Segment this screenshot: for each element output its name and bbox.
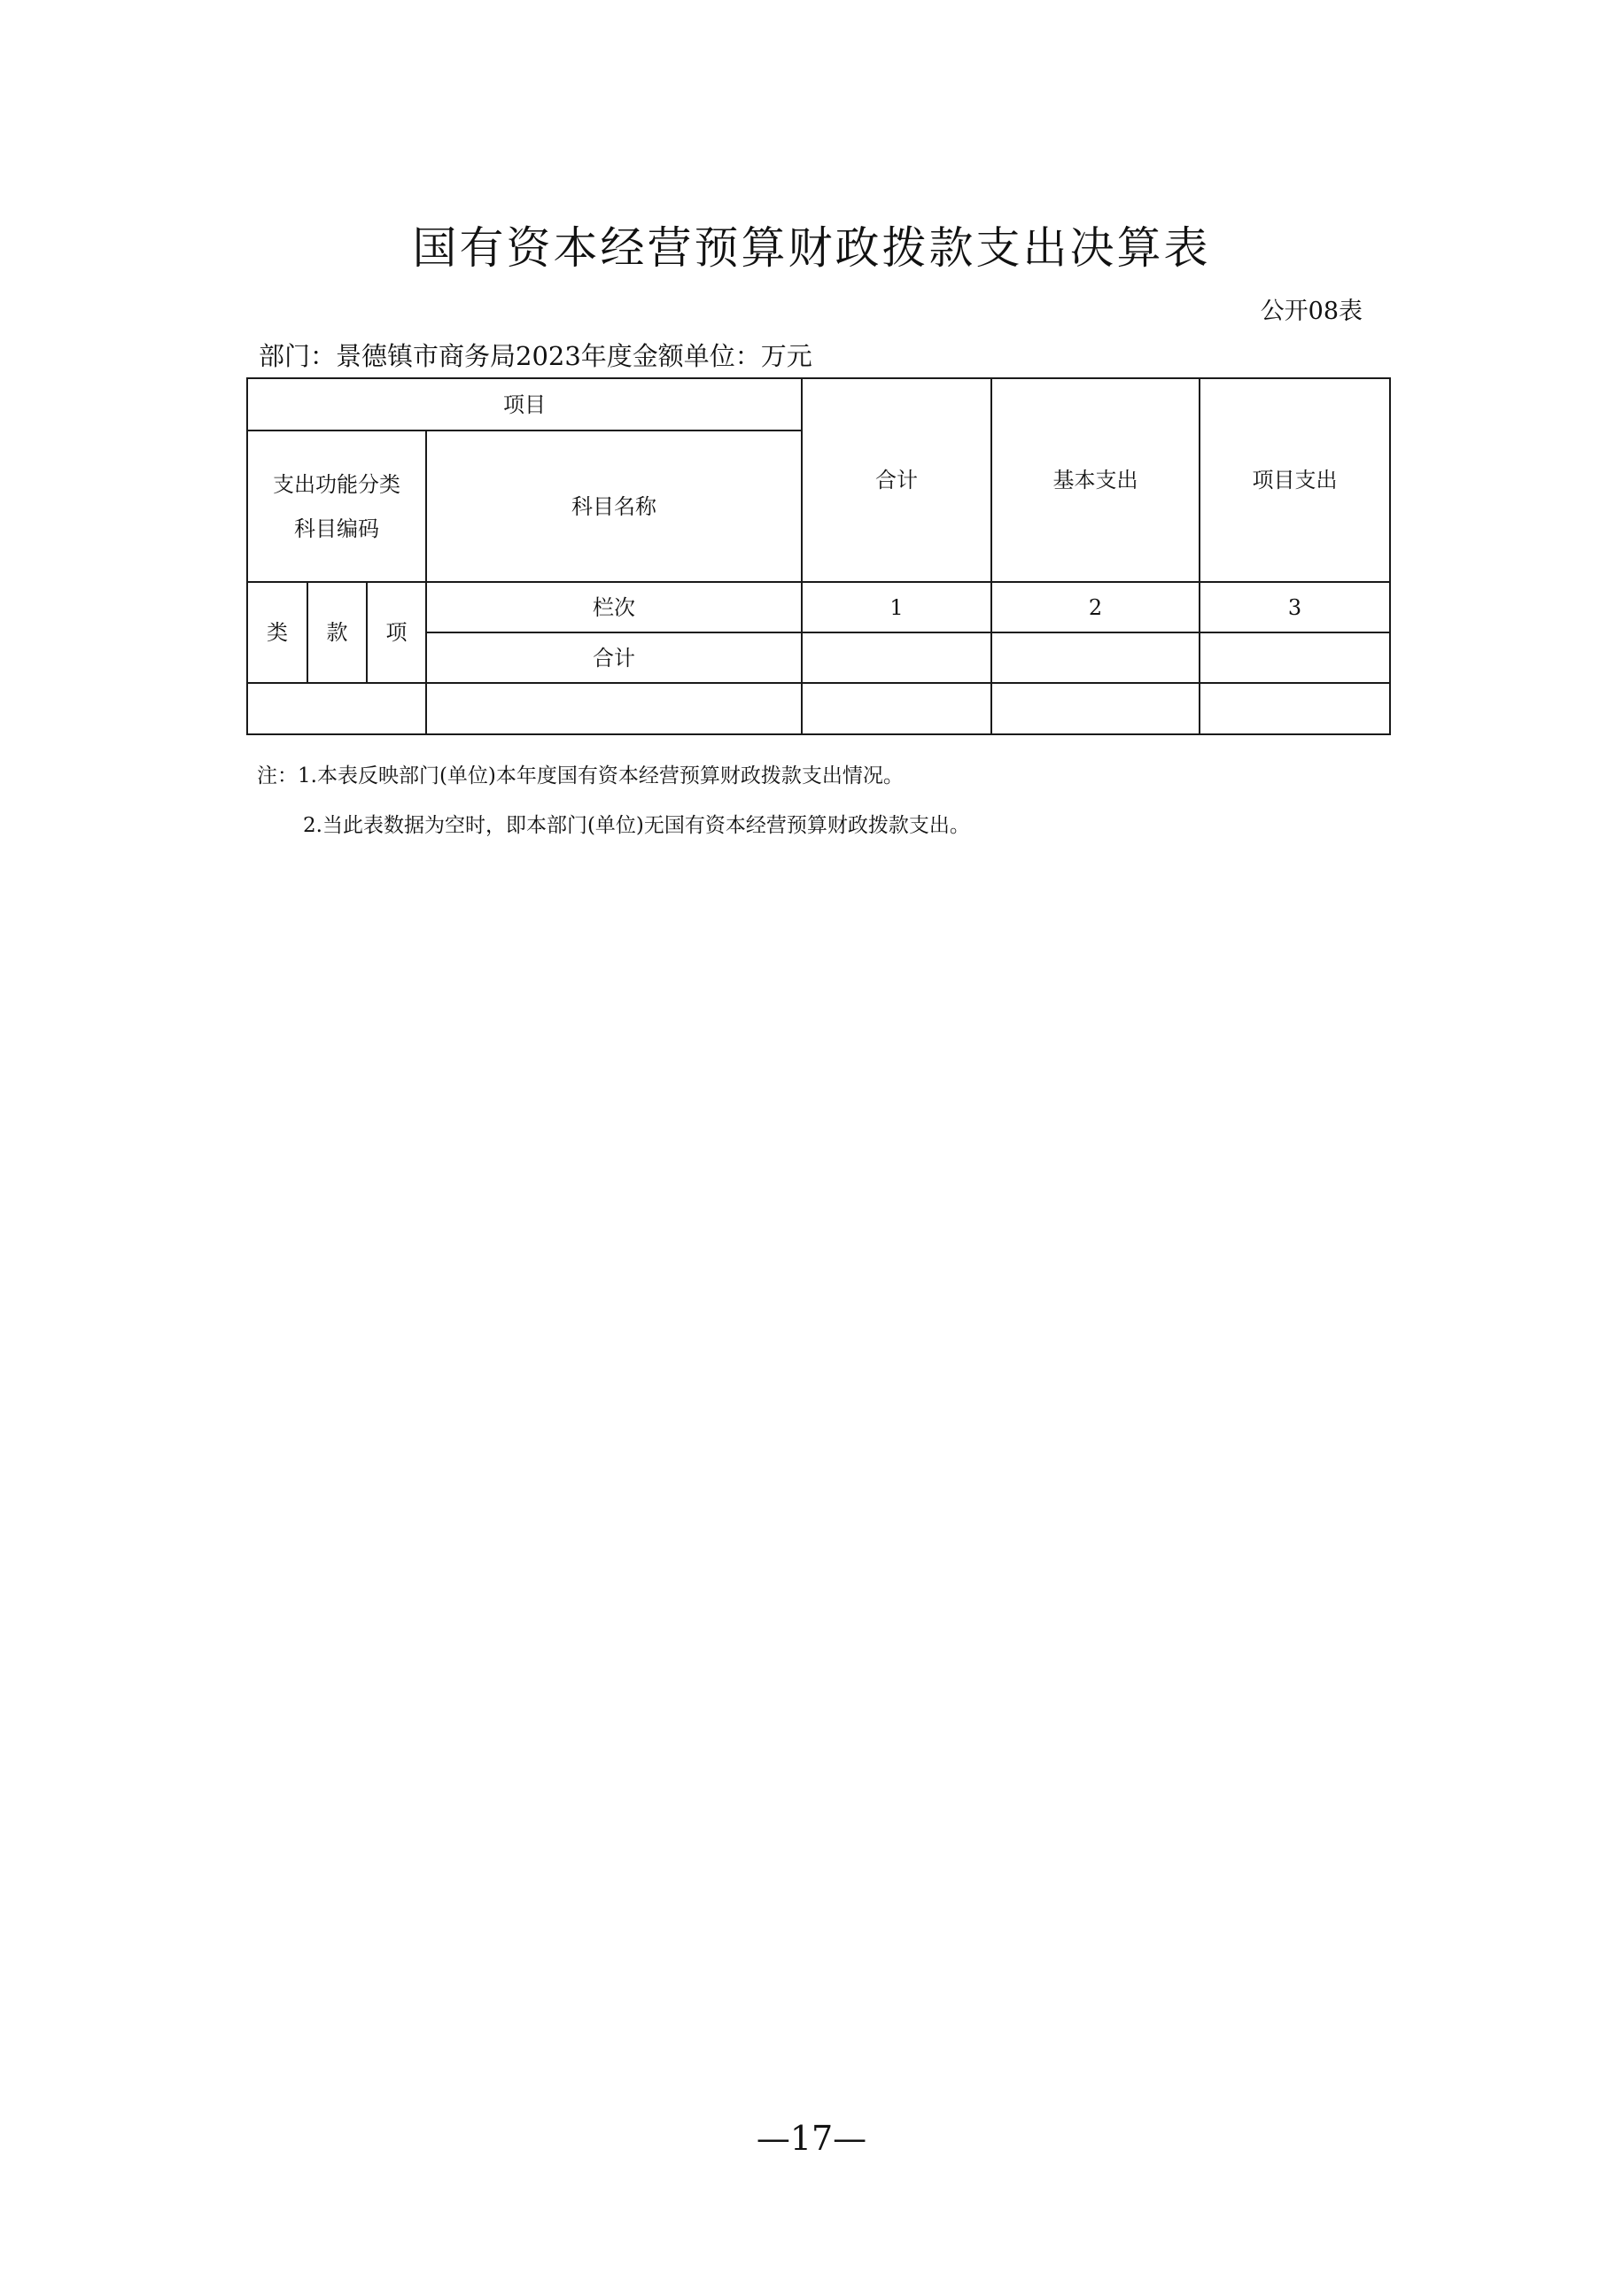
page-number: —17— bbox=[756, 2119, 867, 2158]
header-project-expenditure: 项目支出 bbox=[1200, 378, 1390, 582]
notes bbox=[257, 751, 970, 850]
empty-name-cell bbox=[426, 683, 802, 734]
empty-code-cell bbox=[247, 683, 426, 734]
expenditure-table bbox=[246, 377, 1391, 735]
note-2: 2.当此表数据为空时，即本部门(单位)无国有资本经营预算财政拨款支出。 bbox=[303, 814, 970, 837]
empty-total-cell bbox=[802, 683, 991, 734]
header-function-code-line2: 科目编码 bbox=[294, 516, 379, 541]
empty-project-cell bbox=[1200, 683, 1390, 734]
column-row-label: 栏次 bbox=[426, 582, 802, 632]
form-number: 公开08表 bbox=[1260, 298, 1363, 325]
total-cell-project bbox=[1200, 632, 1390, 683]
header-function-code-line1: 支出功能分类 bbox=[273, 471, 400, 497]
column-number-1: 1 bbox=[802, 582, 991, 632]
note-1: 注：1.本表反映部门(单位)本年度国有资本经营预算财政拨款支出情况。 bbox=[257, 764, 904, 787]
department-line: 部门：景德镇市商务局2023年度金额单位：万元 bbox=[259, 341, 812, 371]
class-label: 类 bbox=[247, 582, 307, 683]
empty-basic-cell bbox=[991, 683, 1200, 734]
header-subject-name: 科目名称 bbox=[426, 430, 802, 582]
header-total: 合计 bbox=[802, 378, 991, 582]
header-item: 项目 bbox=[247, 378, 802, 430]
column-number-3: 3 bbox=[1200, 582, 1390, 632]
section-label: 款 bbox=[307, 582, 367, 683]
header-basic-expenditure: 基本支出 bbox=[991, 378, 1200, 582]
page-title: 国有资本经营预算财政拨款支出决算表 bbox=[412, 222, 1211, 274]
total-cell-basic bbox=[991, 632, 1200, 683]
item-label: 项 bbox=[367, 582, 426, 683]
column-number-2: 2 bbox=[991, 582, 1200, 632]
total-row-label: 合计 bbox=[426, 632, 802, 683]
header-function-code bbox=[247, 430, 426, 582]
total-cell-total bbox=[802, 632, 991, 683]
